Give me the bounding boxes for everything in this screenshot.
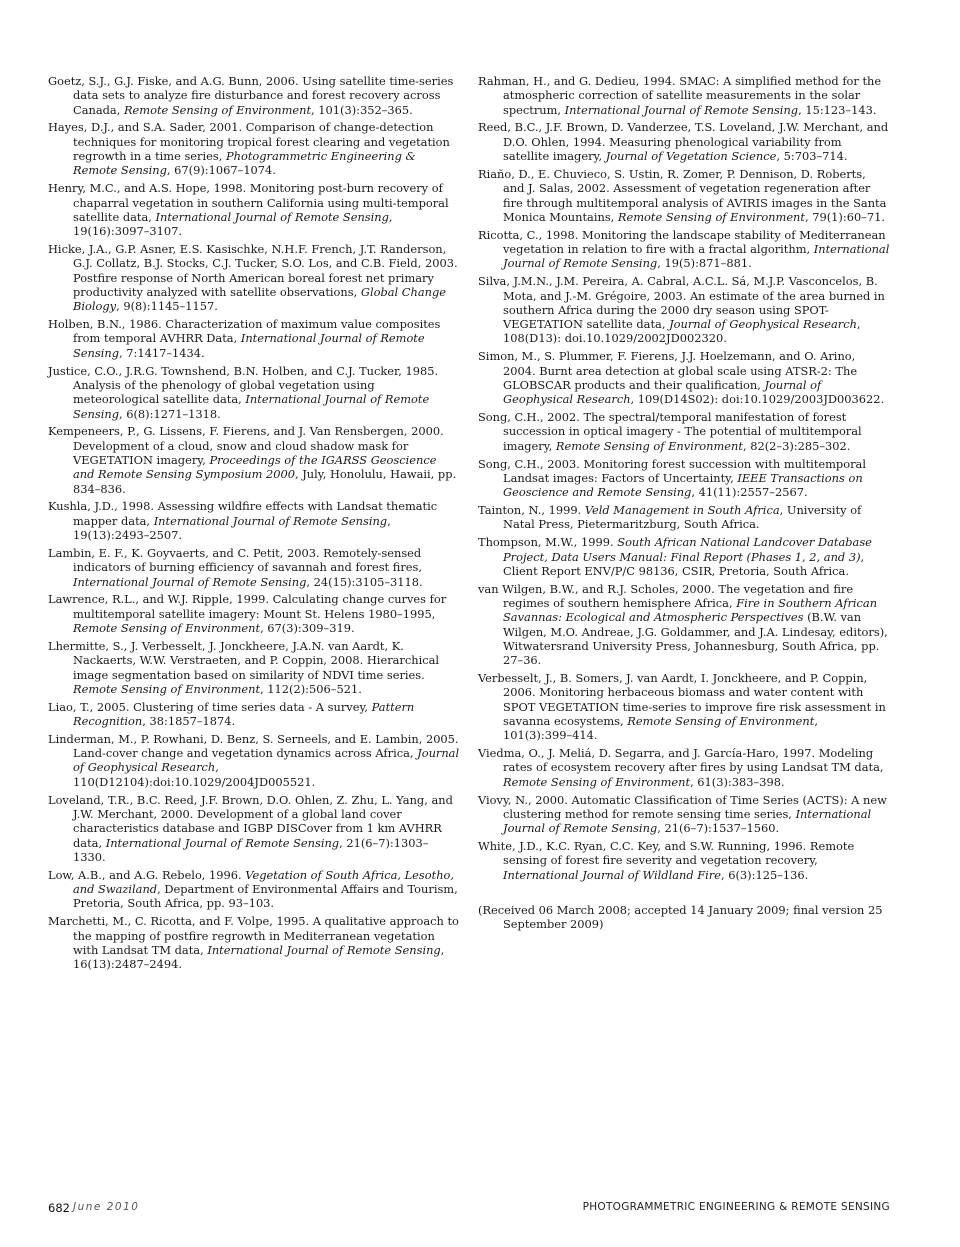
reference-entry: van Wilgen, B.W., and R.J. Scholes, 2000. The vegetation and fire regimes of southern hemisphere Africa, Fire in Southern African Savannas: Ecological and Atmospheric Perspectives (B.W. van Wilgen, M.O. Andreae, J.G. Goldammer, and J.A. Lindesay, editors), Witwatersrand University Press, Johannesburg, South Africa, pp. 27–36. (478, 581, 888, 668)
reference-entry: Rahman, H., and G. Dedieu, 1994. SMAC: A simplified method for the atmospheric correction of satellite measurements in the solar spectrum, International Journal of Remote Sensing, 15:123–143. (478, 74, 882, 117)
reference-entry: Kushla, J.D., 1998. Assessing wildfire effects with Landsat thematic mapper data, International Journal of Remote Sensing, 19(13):2493–2507. (48, 499, 438, 543)
reference-entry: Lambin, E. F., K. Goyvaerts, and C. Petit, 2003. Remotely-sensed indicators of burning efficiency of savannah and forest fires, International Journal of Remote Sensing, 24(15):3105–3118. (48, 545, 423, 589)
reference-entry: Reed, B.C., J.F. Brown, D. Vanderzee, T.S. Loveland, J.W. Merchant, and D.O. Ohlen, 1994. Measuring phenological variability from satellite imagery, Journal of Vegetation Science, 5:703–714. (478, 120, 889, 164)
reference-entry: Song, C.H., 2002. The spectral/temporal manifestation of forest succession in optical imagery - The potential of multitemporal imagery, Remote Sensing of Environment, 82(2–3):285–302. (478, 410, 862, 453)
reference-entry: Silva, J.M.N., J.M. Pereira, A. Cabral, A.C.L. Sá, M.J.P. Vasconcelos, B. Mota, and J.-M. Grégoire, 2003. An estimate of the area burned in southern Africa during the 2000 dry season using SPOT- VEGETATION satellite data, Journal of Geophysical Research, 108(D13): doi.10.1029/2002JD002320. (478, 274, 885, 346)
reference-entry: White, J.D., K.C. Ryan, C.C. Key, and S.W. Running, 1996. Remote sensing of forest fire severity and vegetation recovery, International Journal of Wildland Fire, 6(3):125–136. (478, 839, 855, 882)
reference-entry: Viedma, O., J. Meliá, D. Segarra, and J. García-Haro, 1997. Modeling rates of ecosystem recovery after fires by using Landsat TM data, Remote Sensing of Environment, 61(3):383–398. (478, 746, 884, 789)
reference-entry: Lawrence, R.L., and W.J. Ripple, 1999. Calculating change curves for multitemporal satellite imagery: Mount St. Helens 1980–1995, Remote Sensing of Environment, 67(3):309–319. (48, 592, 447, 636)
reference-entry: Loveland, T.R., B.C. Reed, J.F. Brown, D.O. Ohlen, Z. Zhu, L. Yang, and J.W. Merchant, 2000. Development of a global land cover characteristics database and IGBP DISCover from 1 km AVHRR data, International Journal of Remote Sensing, 21(6–7):1303–1330. (48, 792, 453, 864)
references-right-column (478, 74, 890, 935)
reference-entry: Henry, M.C., and A.S. Hope, 1998. Monitoring post-burn recovery of chaparral vegetation in southern California using multi-temporal satellite data, International Journal of Remote Sensing, 19(16):3097–3107. (48, 181, 449, 239)
reference-entry: Song, C.H., 2003. Monitoring forest succession with multitemporal Landsat images: Factors of Uncertainty, IEEE Transactions on Geoscience and Remote Sensing, 41(11):2557–2567. (478, 456, 866, 500)
received-note: (Received 06 March 2008; accepted 14 January 2009; final version 25 September 2009) (478, 903, 883, 932)
reference-entry: Viovy, N., 2000. Automatic Classification of Time Series (ACTS): A new clustering method for remote sensing time series, International Journal of Remote Sensing, 21(6–7):1537–1560. (478, 792, 887, 836)
reference-entry: Low, A.B., and A.G. Rebelo, 1996. Vegetation of South Africa, Lesotho, and Swaziland, Department of Environmental Affairs and Tourism, Pretoria, South Africa, pp. 93–103. (48, 867, 458, 911)
reference-entry: Hicke, J.A., G.P. Asner, E.S. Kasischke, N.H.F. French, J.T. Randerson, G.J. Collatz, B.J. Stocks, C.J. Tucker, S.O. Los, and C.B. Field, 2003. Postfire response of North American boreal forest net primary productivity analyzed with satellite observations, Global Change Biology, 9(8):1145–1157. (48, 242, 458, 314)
reference-entry: Tainton, N., 1999. Veld Management in South Africa, University of Natal Press, Pietermaritzburg, South Africa. (478, 503, 862, 532)
references-left-column (48, 74, 460, 975)
reference-entry: Marchetti, M., C. Ricotta, and F. Volpe, 1995. A qualitative approach to the mapping of postfire regrowth in Mediterranean vegetation with Landsat TM data, International Journal of Remote Sensing, 16(13):2487–2494. (48, 914, 459, 972)
reference-entry: Justice, C.O., J.R.G. Townshend, B.N. Holben, and C.J. Tucker, 1985. Analysis of the phenology of global vegetation using meteorological satellite data, International Journal of Remote Sensing, 6(8):1271–1318. (48, 363, 439, 421)
reference-entry: Simon, M., S. Plummer, F. Fierens, J.J. Hoelzemann, and O. Arino, 2004. Burnt area detection at global scale using ATSR-2: The GLOBSCAR products and their qualification, Journal of Geophysical Research, 109(D14S02): doi:10.1029/2003JD003622. (478, 349, 885, 407)
reference-entry: Hayes, D.J., and S.A. Sader, 2001. Comparison of change-detection techniques for monitoring tropical forest clearing and vegetation regrowth in a time series, Photogrammetric Engineering & Remote Sensing, 67(9):1067–1074. (48, 120, 450, 178)
page-footer (48, 1201, 890, 1221)
reference-entry: Kempeneers, P., G. Lissens, F. Fierens, and J. Van Rensbergen, 2000. Development of a cloud, snow and cloud shadow mask for VEGETATION imagery, Proceedings of the IGARSS Geoscience and Remote Sensing Symposium 2000, July, Honolulu, Hawaii, pp. 834–836. (48, 424, 457, 496)
reference-entry: Thompson, M.W., 1999. South African National Landcover Database Project, Data Users Manual: Final Report (Phases 1, 2, and 3), Client Report ENV/P/C 98136, CSIR, Pretoria, South Africa. (478, 535, 872, 578)
reference-entry: Linderman, M., P. Rowhani, D. Benz, S. Serneels, and E. Lambin, 2005. Land-cover change and vegetation dynamics across Africa, Journal of Geophysical Research, 110(D12104):doi:10.1029/2004JD005521. (48, 731, 460, 789)
reference-entry: Goetz, S.J., G.J. Fiske, and A.G. Bunn, 2006. Using satellite time-series data sets to analyze fire disturbance and forest recovery across Canada, Remote Sensing of Environment, 101(3):352–365. (48, 74, 454, 117)
journal-name: PHOTOGRAMMETRIC ENGINEERING & REMOTE SENSING (582, 1201, 890, 1213)
reference-entry: Holben, B.N., 1986. Characterization of maximum value composites from temporal AVHRR Data, International Journal of Remote Sensing, 7:1417–1434. (48, 317, 441, 360)
reference-entry: Ricotta, C., 1998. Monitoring the landscape stability of Mediterranean vegetation in relation to fire with a fractal algorithm, International Journal of Remote Sensing, 19(5):871–881. (478, 227, 890, 271)
issue-date: June 2010 (73, 1201, 140, 1213)
page-number: 682 (48, 1201, 70, 1215)
reference-entry: Verbesselt, J., B. Somers, J. van Aardt, I. Jonckheere, and P. Coppin, 2006. Monitoring herbaceous biomass and water content with SPOT VEGETATION time-series to improve fire risk assessment in savanna ecosystems, Remote Sensing of Environment, 101(3):399–414. (478, 671, 886, 743)
reference-entry: Lhermitte, S., J. Verbesselt, J. Jonckheere, J.A.N. van Aardt, K. Nackaerts, W.W. Verstraeten, and P. Coppin, 2008. Hierarchical image segmentation based on similarity of NDVI time series. Remote Sensing of Environment, 112(2):506–521. (48, 638, 440, 696)
reference-entry: Riaño, D., E. Chuvieco, S. Ustin, R. Zomer, P. Dennison, D. Roberts, and J. Salas, 2002. Assessment of vegetation regeneration after fire through multitemporal analysis of AVIRIS images in the Santa Monica Mountains, Remote Sensing of Environment, 79(1):60–71. (478, 166, 887, 224)
reference-entry: Liao, T., 2005. Clustering of time series data - A survey, Pattern Recognition, 38:1857–1874. (48, 699, 415, 728)
